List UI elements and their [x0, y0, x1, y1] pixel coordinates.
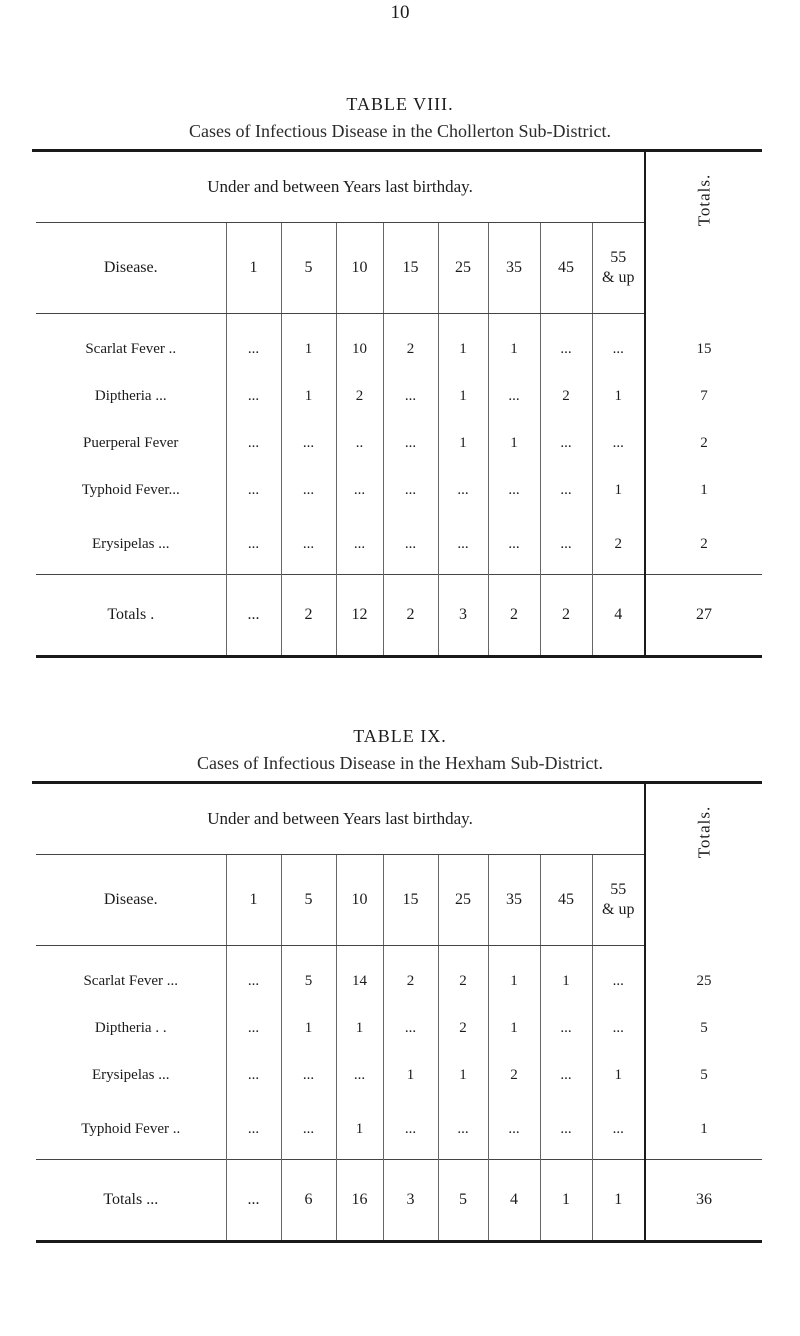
table-8-row [36, 514, 762, 575]
table-9-row [36, 1099, 762, 1160]
table-8-subtitle: Cases of Infectious Disease in the Chollerton Sub-District. [189, 121, 611, 141]
table-8-row-total: 2 [645, 420, 762, 467]
table-8-totals-label: Totals . [36, 575, 226, 657]
table-9-cell: ... [336, 1052, 383, 1099]
table-8-cell: ... [592, 314, 645, 374]
table-8-cell: 2 [592, 514, 645, 575]
table-9-total-cell: 16 [336, 1160, 383, 1242]
table-8-row-total: 15 [645, 314, 762, 374]
table-8-cell: 1 [488, 420, 540, 467]
table-8-cell: ... [383, 514, 438, 575]
table-8-age-header: 45 [540, 223, 592, 314]
table-9-disease-label: Scarlat Fever ... [83, 973, 179, 989]
table-9-cell: ... [383, 1005, 438, 1052]
table-9-age-header: 45 [540, 855, 592, 946]
table-9-total-cell: 1 [592, 1160, 645, 1242]
table-8-title: TABLE VIII. [346, 94, 454, 114]
table-9-age-header: 1 [226, 855, 281, 946]
table-8-cell: ... [383, 373, 438, 420]
table-9-disease-label: Typhoid Fever .. [81, 1120, 181, 1137]
table-8-cell: ... [281, 467, 336, 514]
table-9-cell: ... [438, 1099, 488, 1160]
table-9 [36, 784, 762, 1243]
table-8-age-header: 35 [488, 223, 540, 314]
table-9-disease-label: Diptheria . . [94, 1020, 167, 1036]
table-8-total-cell: 4 [592, 575, 645, 657]
table-8-cell: 1 [488, 314, 540, 374]
table-9-total-cell: ... [226, 1160, 281, 1242]
table-8-cell: 1 [438, 420, 488, 467]
table-9-cell: 2 [438, 1005, 488, 1052]
table-8-disease-label: Puerperal Fever [83, 435, 179, 451]
table-9-cell: ... [226, 1005, 281, 1052]
table-8-cell: ... [383, 467, 438, 514]
table-9-grand-total: 36 [645, 1160, 762, 1242]
table-9-cell: ... [540, 1005, 592, 1052]
table-9-total-cell: 4 [488, 1160, 540, 1242]
table-8-row [36, 373, 762, 420]
table-9-total-cell: 3 [383, 1160, 438, 1242]
table-9-row-total: 25 [645, 946, 762, 1006]
table-9-age-header: 25 [438, 855, 488, 946]
table-9-cell: 1 [438, 1052, 488, 1099]
table-8-totals-header: Totals. [645, 152, 762, 314]
table-9-cell: 2 [438, 946, 488, 1006]
table-8-cell: ... [592, 420, 645, 467]
table-9-cell: ... [488, 1099, 540, 1160]
table-8-cell: ... [540, 514, 592, 575]
table-8-cell: ... [488, 373, 540, 420]
table-9-row [36, 1005, 762, 1052]
table-9-cell: 1 [540, 946, 592, 1006]
table-8-cell: ... [438, 467, 488, 514]
table-9-cell: 2 [488, 1052, 540, 1099]
page-number: 10 [390, 2, 410, 23]
table-8-cell: 2 [540, 373, 592, 420]
table-8-cell: ... [488, 514, 540, 575]
table-9-cell: ... [383, 1099, 438, 1160]
table-9-cell: ... [226, 1099, 281, 1160]
table-9-cell: 5 [281, 946, 336, 1006]
table-8-disease-label: Scarlat Fever .. [85, 341, 177, 357]
table-9-age-header: 5 [281, 855, 336, 946]
table-8-age-header: 15 [383, 223, 438, 314]
table-8-total-cell: 2 [281, 575, 336, 657]
table-8-cell: ... [281, 514, 336, 575]
table-8-age-header: 55 & up [592, 223, 645, 314]
table-8-age-header: 25 [438, 223, 488, 314]
table-8-cell: ... [336, 514, 383, 575]
table-8-cell: 2 [383, 314, 438, 374]
table-9-cell: ... [592, 946, 645, 1006]
table-8-total-cell: 2 [488, 575, 540, 657]
table-8-cell: ... [383, 420, 438, 467]
table-8-cell: ... [226, 420, 281, 467]
table-8-cell: ... [540, 420, 592, 467]
table-8-cell: ... [226, 514, 281, 575]
table-8-cell: ... [488, 467, 540, 514]
table-8-cell: ... [226, 467, 281, 514]
table-8-age-header: 10 [336, 223, 383, 314]
table-9-cell: 2 [383, 946, 438, 1006]
table-8-row [36, 467, 762, 514]
table-8-cell: 10 [336, 314, 383, 374]
table-8-cell: 1 [592, 467, 645, 514]
table-9-subtitle: Cases of Infectious Disease in the Hexham Sub-District. [197, 753, 603, 773]
table-9-cell: 1 [336, 1099, 383, 1160]
table-9-disease-header: Disease. [36, 855, 226, 946]
table-8-cell: .. [336, 420, 383, 467]
table-8-cell: 1 [438, 373, 488, 420]
table-9-cell: ... [592, 1005, 645, 1052]
table-8-row-total: 7 [645, 373, 762, 420]
table-8-row [36, 314, 762, 374]
table-8-body [36, 314, 762, 575]
table-8-age-header: 1 [226, 223, 281, 314]
table-8-cell: ... [336, 467, 383, 514]
table-8-total-cell: ... [226, 575, 281, 657]
table-9-cell: ... [540, 1099, 592, 1160]
table-9-row [36, 1052, 762, 1099]
table-8-row-total: 2 [645, 514, 762, 575]
table-9-cell: 14 [336, 946, 383, 1006]
table-8-cell: ... [226, 314, 281, 374]
table-9-age-header: 15 [383, 855, 438, 946]
table-8-row-total: 1 [645, 467, 762, 514]
table-9-cell: 1 [592, 1052, 645, 1099]
table-9-body [36, 946, 762, 1160]
table-9-cell: ... [281, 1052, 336, 1099]
table-8 [36, 152, 762, 658]
table-8-totals-row [36, 575, 762, 657]
table-8-disease-label: Diptheria ... [94, 388, 167, 404]
table-8-cell: ... [226, 373, 281, 420]
table-9-total-cell: 6 [281, 1160, 336, 1242]
table-8-disease-label: Typhoid Fever... [81, 482, 180, 498]
table-9-totals-row [36, 1160, 762, 1242]
table-8-cell: ... [281, 420, 336, 467]
table-9-cell: 1 [383, 1052, 438, 1099]
table-9-cell: 1 [488, 946, 540, 1006]
table-9-row-total: 1 [645, 1099, 762, 1160]
table-9-cell: 1 [281, 1005, 336, 1052]
table-8-cell: ... [540, 314, 592, 374]
table-9-row-total: 5 [645, 1052, 762, 1099]
table-9-total-cell: 5 [438, 1160, 488, 1242]
table-9-age-header: 35 [488, 855, 540, 946]
table-8-total-cell: 2 [540, 575, 592, 657]
table-8-group-header: Under and between Years last birthday. [36, 152, 645, 223]
table-8-total-cell: 2 [383, 575, 438, 657]
table-8-disease-header: Disease. [36, 223, 226, 314]
table-8-cell: 1 [281, 314, 336, 374]
table-9-cell: 1 [488, 1005, 540, 1052]
table-8-cell: 1 [592, 373, 645, 420]
table-8-row [36, 420, 762, 467]
table-9-age-header: 10 [336, 855, 383, 946]
table-8-cell: ... [438, 514, 488, 575]
table-8-age-header: 5 [281, 223, 336, 314]
table-8-grand-total: 27 [645, 575, 762, 657]
table-8-cell: 2 [336, 373, 383, 420]
table-9-cell: ... [281, 1099, 336, 1160]
table-8-cell: 1 [438, 314, 488, 374]
table-9-disease-label: Erysipelas ... [92, 1067, 170, 1083]
table-9-totals-label: Totals ... [36, 1160, 226, 1242]
table-9-age-header: 55 & up [592, 855, 645, 946]
table-9-cell: ... [592, 1099, 645, 1160]
table-9-title: TABLE IX. [353, 726, 447, 746]
table-9-cell: ... [226, 1052, 281, 1099]
table-9-cell: ... [226, 946, 281, 1006]
table-9-group-header: Under and between Years last birthday. [36, 784, 645, 855]
table-9-total-cell: 1 [540, 1160, 592, 1242]
table-8-total-cell: 12 [336, 575, 383, 657]
table-9-totals-header: Totals. [645, 784, 762, 946]
table-8-total-cell: 3 [438, 575, 488, 657]
table-9-row [36, 946, 762, 1006]
table-9-cell: ... [540, 1052, 592, 1099]
table-8-disease-label: Erysipelas ... [92, 535, 170, 552]
table-9-row-total: 5 [645, 1005, 762, 1052]
table-8-cell: 1 [281, 373, 336, 420]
table-9-cell: 1 [336, 1005, 383, 1052]
table-8-cell: ... [540, 467, 592, 514]
